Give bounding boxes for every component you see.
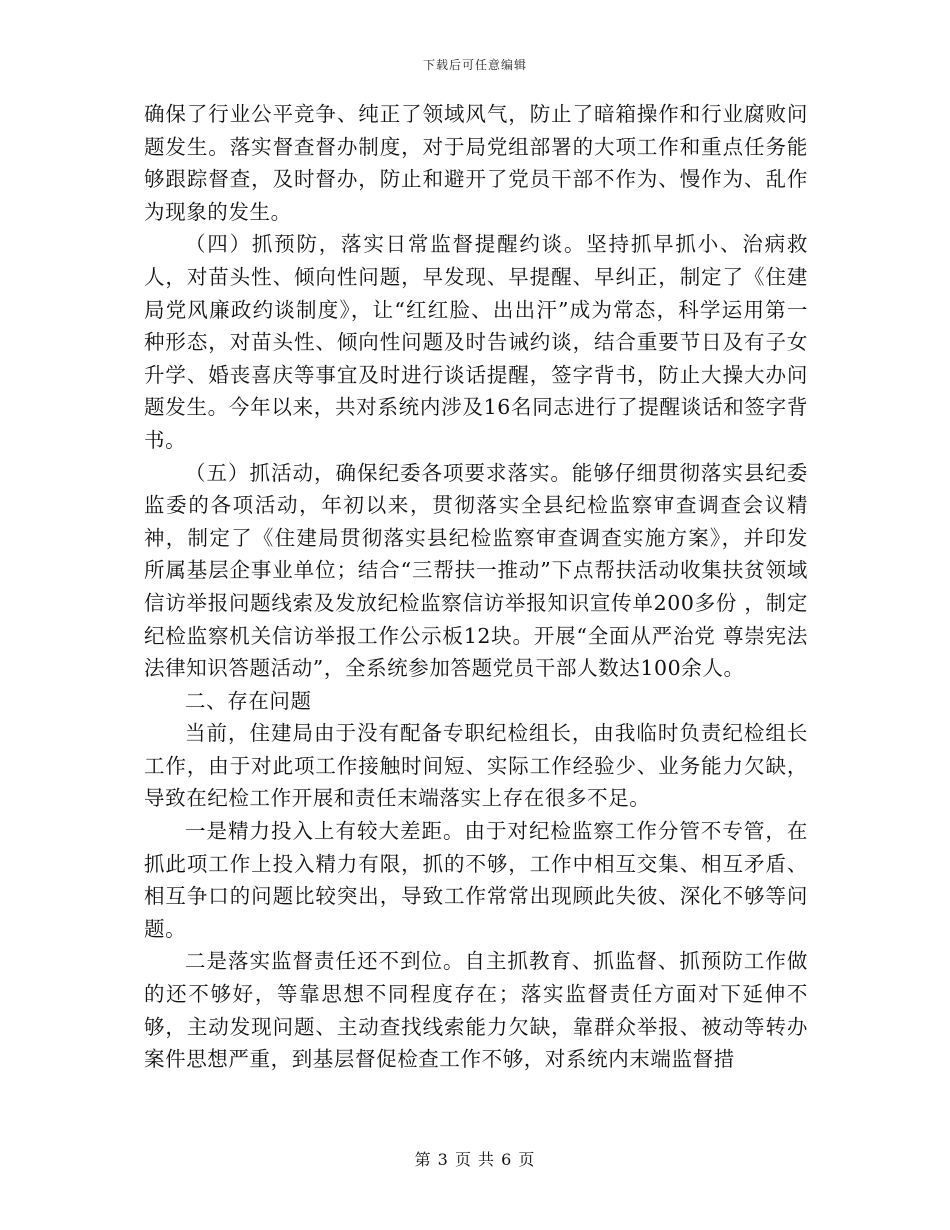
page-footer: 第 3 页 共 6 页 [414, 1150, 536, 1169]
paragraph-1: 确保了行业公平竞争、纯正了领域风气，防止了暗箱操作和行业腐败问题发生。落实督查督办制度，对于局党组部署的大项工作和重点任务能够跟踪督查，及时督办，防止和避开了党员干部不作为、慢作为、乱作为现象的发生。 [144, 102, 808, 224]
paragraph-2: （四）抓预防，落实日常监督提醒约谈。坚持抓早抓小、治病救人，对苗头性、倾向性问题，早发现、早提醒、早纠正，制定了《住建局党风廉政约谈制度》，让“红红脸、出出汗”成为常态，科学运用第一种形态，对苗头性、倾向性问题及时告诫约谈，结合重要节日及有子女升学、婚丧喜庆等事宜及时进行谈话提醒，签字背书，防止大操大办问题发生。今年以来，共对系统内涉及16名同志进行了提醒谈话和签字背书。 [144, 232, 808, 452]
document-body [144, 98, 808, 1076]
header-note: 下载后可任意编辑 [422, 58, 527, 72]
paragraph-5: 一是精力投入上有较大差距。由于对纪检监察工作分管不专管，在抓此项工作上投入精力有限，抓的不够，工作中相互交集、相互矛盾、相互争口的问题比较突出，导致工作常常出现顾此失彼、深化不够等问题。 [144, 819, 808, 941]
paragraph-3: （五）抓活动，确保纪委各项要求落实。能够仔细贯彻落实县纪委监委的各项活动，年初以来，贯彻落实全县纪检监察审查调查会议精神，制定了《住建局贯彻落实县纪检监察审查调查实施方案》，并印发所属基层企事业单位；结合“三帮扶一推动”下点帮扶活动收集扶贫领域信访举报问题线索及发放纪检监察信访举报知识宣传单200多份 ，制定纪检监察机关信访举报工作公示板12块。开展“全面从严治党 尊崇宪法法律知识答题活动”，全系统参加答题党员干部人数达100余人。 [144, 460, 808, 681]
paragraph-4: 当前，住建局由于没有配备专职纪检组长，由我临时负责纪检组长工作，由于对此项工作接触时间短、实际工作经验少、业务能力欠缺，导致在纪检工作开展和责任末端落实上存在很多不足。 [144, 721, 808, 811]
section-heading: 二、存在问题 [185, 688, 312, 713]
paragraph-6: 二是落实监督责任还不到位。自主抓教育、抓监督、抓预防工作做的还不够好，等靠思想不同程度存在；落实监督责任方面对下延伸不够，主动发现问题、主动查找线索能力欠缺，靠群众举报、被动等转办案件思想严重，到基层督促检查工作不够，对系统内末端监督措 [144, 949, 808, 1072]
